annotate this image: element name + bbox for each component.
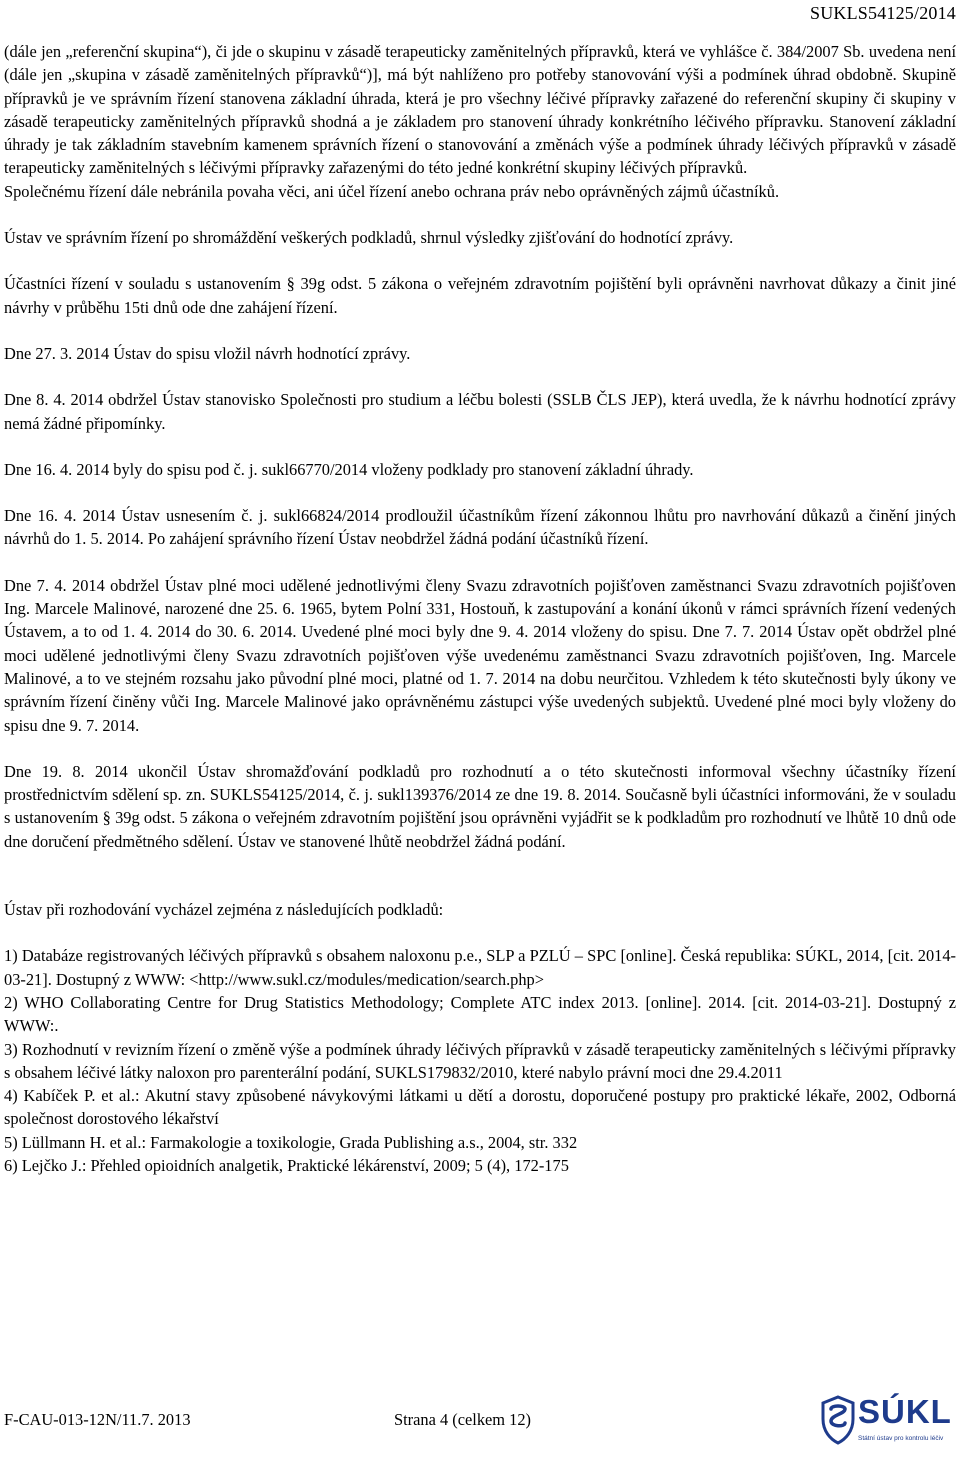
reference-item: 3) Rozhodnutí v revizním řízení o změně výše a podmínek úhrady léčivých přípravků v zásadě terapeuticky zaměnitelných s léčivými přípravky s obsahem léčivé látky naloxon pro parenterální podání, SUKLS179832/2010, které nabylo právní moci dne 29.4.2011 <box>4 1039 956 1082</box>
paragraph-joint-proceedings: Společnému řízení dále nebránila povaha věci, ani účel řízení anebo ochrana práv nebo oprávněných zájmů účastníků. <box>4 181 780 201</box>
paragraph-power-of-attorney: Dne 7. 4. 2014 obdržel Ústav plné moci udělené jednotlivými členy Svazu zdravotních pojišťoven zaměstnanci Svazu zdravotních pojišťoven Ing. Marcele Malinové, narozené dne 25. 6. 1965, bytem Polní 331, Hostouň, k zastupování a konání úkonů v rámci správních řízení vedených Ústavem, a to od 1. 4. 2014 do 30. 6. 2014. Uvedené plné moci byly dne 9. 4. 2014 vloženy do spisu. Dne 7. 7. 2014 Ústav opět obdržel plné moci udělené jednotlivými členy Svazu zdravotních pojišťoven výše uvedenému zaměstnanci Svazu zdravotních pojišťoven, Ing. Marcele Malinové, a to ve stejném rozsahu jako původní plné moci, platné od 1. 7. 2014 na dobu neurčitou. Vzhledem k této skutečnosti byly úkony ve správním řízení činěny vůči Ing. Marcele Malinové jako oprávněnému zástupci výše uvedených subjektů. Uvedené plné moci byly vloženy do spisu dne 9. 7. 2014. <box>4 575 956 735</box>
paragraph-base-reimbursement: Skupině přípravků je ve správním řízení stanovena základní úhrada, která je pro všechny léčivé přípravky zařazené do referenční skupiny či skupiny v zásadě terapeuticky zaměnitelných přípravků shodná a je základem pro stanovení úhrady konkrétního léčivého přípravku. <box>4 65 956 131</box>
paragraph-intro: (dále jen „referenční skupina“), či jde o skupinu v zásadě terapeuticky zaměnitelných přípravků, která ve vyhlášce č. 384/2007 Sb. uvedena není (dále jen „skupina v zásadě zaměnitelných přípravků“)], má být nahlíženo pro potřeby stanovování výši a podmínek úhrad obdobně. <box>4 42 956 85</box>
reference-list <box>4 944 956 1177</box>
logo-wordmark: SÚKL <box>858 1393 952 1430</box>
reference-item: 2) WHO Collaborating Centre for Drug Statistics Methodology; Complete ATC index 2013. [online]. 2014. [cit. 2014-03-21]. Dostupný z WWW:. <box>4 992 956 1036</box>
form-code: F-CAU-013-12N/11.7. 2013 <box>4 1410 191 1429</box>
paragraph-date-8-4: Dne 8. 4. 2014 obdržel Ústav stanovisko Společnosti pro studium a léčbu bolesti (SSLB ČLS JEP), která uvedla, že k návrhu hodnotící zprávy nemá žádné připomínky. <box>4 390 956 433</box>
document-body <box>4 40 956 1177</box>
paragraph-date-16-4-a: Dne 16. 4. 2014 byly do spisu pod č. j. sukl66770/2014 vloženy podklady pro stanovení základní úhrady. <box>4 459 694 479</box>
paragraph-participants-rights: Účastníci řízení v souladu s ustanovením § 39g odst. 5 zákona o veřejném zdravotním pojištění byli oprávněni navrhovat důkazy a činit jiné návrhy v průběhu 15ti dnů ode dne zahájení řízení. <box>4 274 956 317</box>
reference-item: 1) Databáze registrovaných léčivých přípravků s obsahem naloxonu p.e., SLP a PZLÚ – SPC [online]. Česká republika: SÚKL, 2014, [cit. 2014-03-21]. Dostupný z WWW: <http://www.sukl.cz/modules/medication/search.php> <box>4 946 956 989</box>
paragraph-sources-intro: Ústav při rozhodování vycházel zejména z následujících podkladů: <box>4 900 444 920</box>
logo-subtitle: Státní ústav pro kontrolu léčiv <box>858 1435 944 1442</box>
page-number: Strana 4 (celkem 12) <box>394 1410 531 1429</box>
sukl-emblem-icon <box>820 1395 856 1445</box>
paragraph-evaluation-report: Ústav ve správním řízení po shromáždění veškerých podkladů, shrnul výsledky zjišťování do hodnotící zprávy. <box>4 228 734 248</box>
document-id: SUKLS54125/2014 <box>809 3 956 23</box>
sukl-logo <box>818 1391 954 1453</box>
reference-item: 4) Kabíček P. et al.: Akutní stavy způsobené návykovými látkami u dětí a dorostu, doporučené postupy pro praktické lékaře, 2002, Odborná společnost dorostového lékařství <box>4 1086 956 1129</box>
paragraph-cornerstone: Stanovení základní úhrady je tak základním stavebním kamenem správních řízení o stanovování a změnách výše a podmínek úhrady léčivých přípravků v zásadě terapeuticky zaměnitelných s léčivými přípravky zařazenými do této jedné konkrétní skupiny léčivých přípravků. <box>4 111 957 178</box>
paragraph-date-16-4-b: Dne 16. 4. 2014 Ústav usnesením č. j. sukl66824/2014 prodloužil účastníkům řízení zákonnou lhůtu pro navrhování důkazů a činění jiných návrhů do 1. 5. 2014. Po zahájení správního řízení Ústav neobdržel žádná podání účastníků řízení. <box>4 506 956 549</box>
paragraph-date-19-8: Dne 19. 8. 2014 ukončil Ústav shromažďování podkladů pro rozhodnutí a o této skutečnosti informoval všechny účastníky řízení prostřednictvím sdělení sp. zn. SUKLS54125/2014, č. j. sukl139376/2014 ze dne 19. 8. 2014. Současně byli účastníci informováni, že v souladu s ustanovením § 39g odst. 5 zákona o veřejném zdravotním pojištění jsou oprávněni vyjádřit se k podkladům pro rozhodnutí ve lhůtě 10 dnů ode dne doručení předmětného sdělení. Ústav ve stanovené lhůtě neobdržel žádná podání. <box>4 761 956 851</box>
paragraph-reference-group <box>4 40 956 203</box>
reference-item: 5) Lüllmann H. et al.: Farmakologie a toxikologie, Grada Publishing a.s., 2004, str. 332 <box>4 1132 578 1152</box>
paragraph-date-27-3: Dne 27. 3. 2014 Ústav do spisu vložil návrh hodnotící zprávy. <box>4 343 411 363</box>
reference-item: 6) Lejčko J.: Přehled opioidních analgetik, Praktické lékárenství, 2009; 5 (4), 172-175 <box>4 1155 569 1175</box>
